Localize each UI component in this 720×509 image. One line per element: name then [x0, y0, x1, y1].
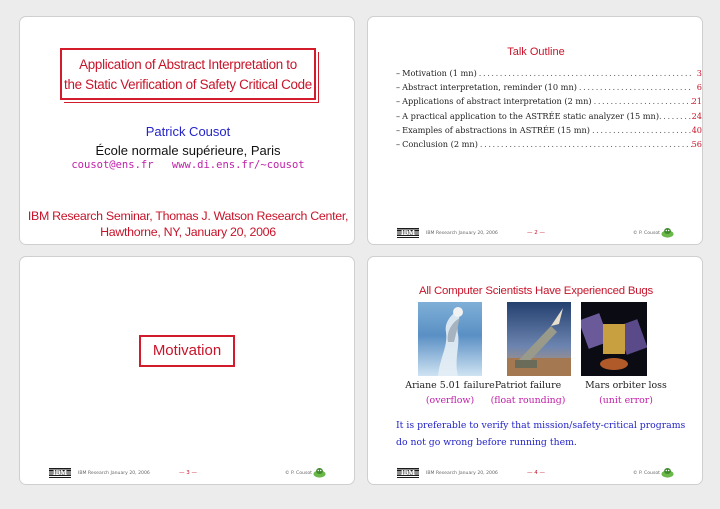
mole-mascot-icon — [661, 226, 674, 238]
mars-orbiter-photo — [581, 302, 647, 376]
outline-item-page[interactable]: 21 — [691, 96, 702, 107]
outline-item[interactable]: – Abstract interpretation, reminder (10 mn) . . . 6 — [396, 80, 702, 94]
ariane-explosion-photo — [418, 302, 482, 376]
caption-mars-cause: (unit error) — [599, 395, 653, 406]
talk-title-line-1: Application of Abstract Interpretation to — [79, 57, 297, 72]
slide-bugs — [367, 256, 703, 485]
homepage-link[interactable]: www.di.ens.fr/~cousot — [171, 159, 305, 171]
outline-item-label: Examples of abstractions in ASTRÉE (15 mn) — [402, 124, 590, 135]
footer-info: IBM Research January 20, 2006 — [78, 471, 150, 476]
caption-mars-name: Mars orbiter loss — [585, 380, 667, 391]
outline-list — [396, 66, 702, 151]
ibm-logo: IBM — [49, 468, 71, 479]
caption-patriot-cause: (float rounding) — [490, 395, 566, 406]
footer-page-number: — 2 — — [527, 230, 545, 236]
outline-item-page[interactable]: 40 — [691, 124, 702, 135]
ibm-logo: IBM — [397, 228, 419, 239]
mole-mascot-icon — [661, 466, 674, 478]
slide-footer — [368, 228, 703, 242]
institution: École normale supérieure, Paris — [95, 143, 281, 158]
footer-copyright: © P. Cousot — [633, 471, 660, 476]
outline-item-page[interactable]: 3 — [696, 68, 702, 78]
outline-item[interactable]: – Examples of abstractions in ASTRÉE (15 mn) . . . 40 — [396, 123, 702, 137]
outline-item[interactable]: – A practical application to the ASTRÉE static analyzer (15 mn) . . . 24 — [396, 109, 702, 123]
outline-item[interactable]: – Applications of abstract interpretation (2 mn) . . . 21 — [396, 94, 702, 108]
footer-info: IBM Research January 20, 2006 — [426, 471, 498, 476]
outline-item-label: Conclusion (2 mn) — [402, 139, 478, 150]
slide-footer — [20, 468, 355, 482]
outline-item-page[interactable]: 24 — [691, 110, 702, 121]
slide-heading: All Computer Scientists Have Experienced Bugs — [418, 285, 654, 297]
slide-motivation — [19, 256, 355, 485]
author-name: Patrick Cousot — [145, 124, 231, 139]
footer-info: IBM Research January 20, 2006 — [426, 231, 498, 236]
outline-item-label: Applications of abstract interpretation (2 mn) — [402, 96, 592, 107]
conclusion-paragraph: It is preferable to verify that mission/safety-critical programs do not go wrong before running them. — [396, 420, 686, 448]
outline-item-label: Motivation (1 mn) — [402, 68, 477, 78]
slide-footer — [368, 468, 703, 482]
footer-copyright: © P. Cousot — [633, 231, 660, 236]
caption-patriot — [478, 378, 578, 408]
venue-line-2: Hawthorne, NY, January 20, 2006 — [100, 225, 276, 239]
footer-page-number: — 4 — — [527, 470, 545, 476]
caption-patriot-name: Patriot failure — [494, 380, 562, 391]
contact-line — [20, 159, 355, 171]
talk-title-line-2: the Static Verification of Safety Critical Code — [64, 77, 312, 92]
patriot-missile-photo — [507, 302, 571, 376]
email-link[interactable]: cousot@ens.fr — [71, 159, 154, 171]
footer-copyright: © P. Cousot — [285, 471, 312, 476]
caption-ariane-name: Ariane 5.01 failure — [405, 380, 495, 391]
outline-item-page[interactable]: 6 — [696, 82, 702, 93]
section-title: Motivation — [139, 335, 235, 367]
slide-title — [19, 16, 355, 245]
outline-item-label: A practical application to the ASTRÉE static analyzer (15 mn) — [402, 110, 660, 121]
outline-item-page[interactable]: 56 — [691, 139, 702, 150]
outline-item[interactable]: – Conclusion (2 mn) . . . 56 — [396, 137, 702, 151]
outline-title: Talk Outline — [507, 46, 565, 58]
slide-outline — [367, 16, 703, 245]
footer-page-number: — 3 — — [179, 470, 197, 476]
caption-ariane-cause: (overflow) — [425, 395, 475, 406]
talk-title-box — [60, 48, 316, 100]
mole-mascot-icon — [313, 466, 326, 478]
outline-item-label: Abstract interpretation, reminder (10 mn) — [402, 82, 577, 93]
venue — [20, 208, 355, 240]
outline-item[interactable]: – Motivation (1 mn) . . . 3 — [396, 66, 702, 80]
caption-mars — [576, 378, 676, 408]
venue-line-1: IBM Research Seminar, Thomas J. Watson Research Center, — [27, 209, 349, 223]
ibm-logo: IBM — [397, 468, 419, 479]
